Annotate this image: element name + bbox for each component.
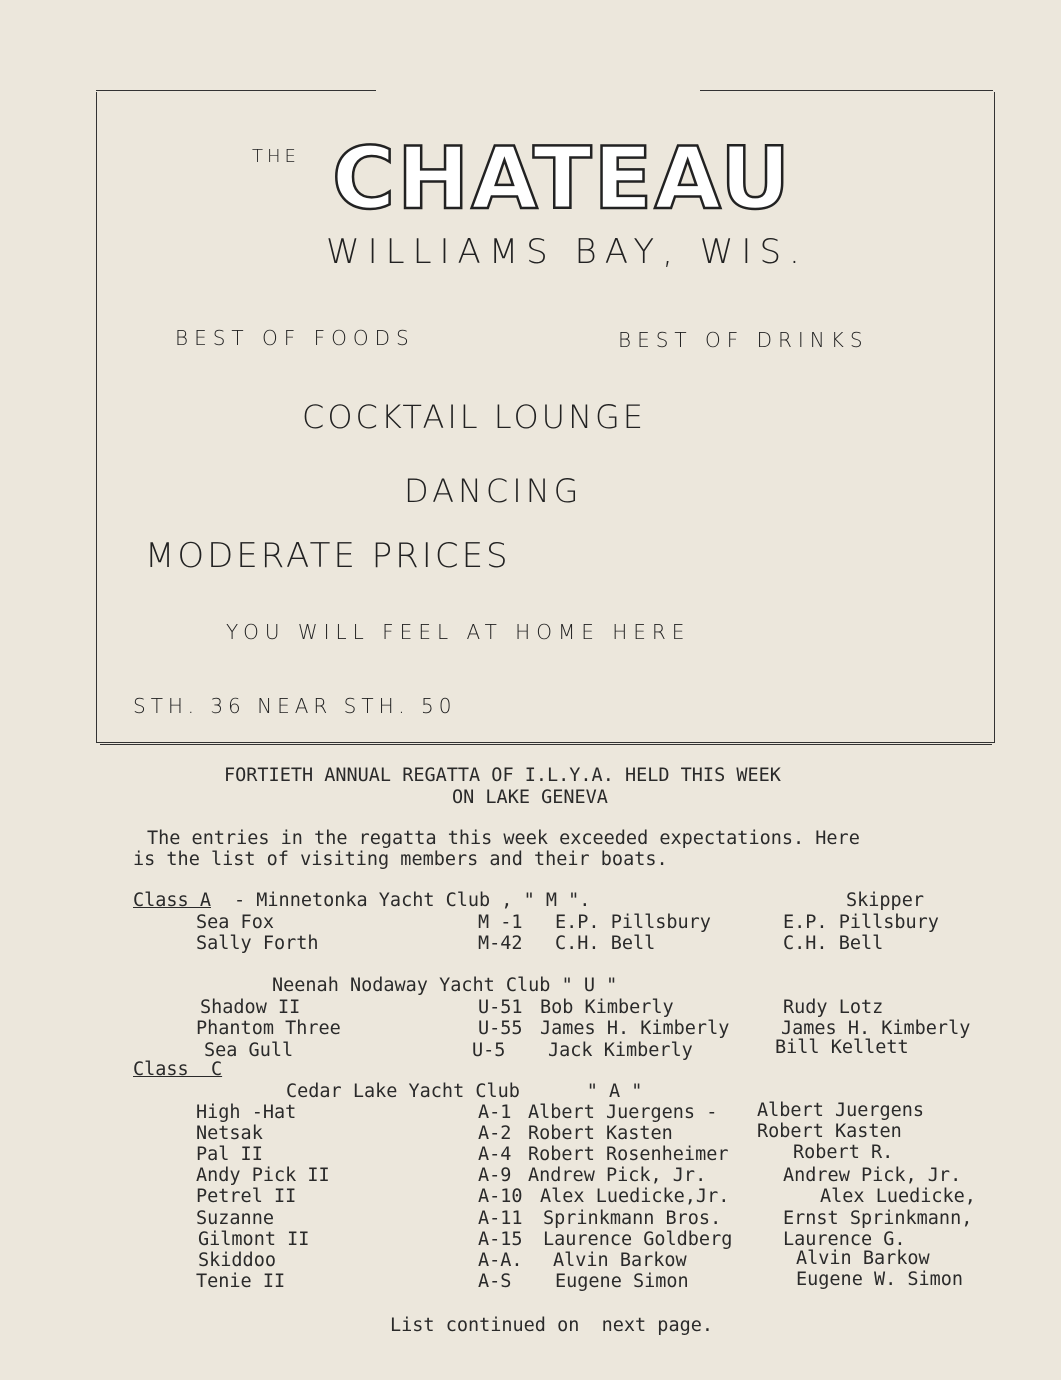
- ad-cocktail-lounge: COCKTAIL LOUNGE: [302, 398, 647, 436]
- table-row-boat: Sea Gull: [204, 1040, 294, 1061]
- skipper-header: Skipper: [846, 890, 924, 911]
- table-row-boat: Netsak: [196, 1123, 263, 1144]
- table-row-number: A-A.: [478, 1250, 523, 1271]
- table-row-owner: Alex Luedicke,Jr.: [540, 1186, 730, 1207]
- neenah-club: Neenah Nodaway Yacht Club " U ": [272, 975, 618, 996]
- table-row-skipper: Robert R.: [793, 1142, 894, 1163]
- ad-border-bottom: [100, 744, 992, 745]
- table-row-boat: Sally Forth: [196, 933, 319, 954]
- table-row-owner: Andrew Pick, Jr.: [528, 1165, 707, 1186]
- table-row-boat: Petrel II: [196, 1186, 297, 1207]
- ad-border-top-right: [700, 90, 993, 91]
- table-row-boat: Phantom Three: [196, 1018, 341, 1039]
- ad-road-location: STH. 36 NEAR STH. 50: [133, 694, 457, 718]
- table-row-skipper: Albert Juergens: [757, 1100, 925, 1121]
- table-row-number: A-11: [478, 1208, 523, 1229]
- ad-name: CHATEAU: [332, 129, 793, 229]
- table-row-skipper: Andrew Pick, Jr.: [783, 1165, 962, 1186]
- table-row-number: M -1: [478, 912, 523, 933]
- class-a-label: Class A: [133, 890, 211, 911]
- table-row-owner: Jack Kimberly: [548, 1040, 693, 1061]
- table-row-skipper: Robert Kasten: [757, 1121, 902, 1142]
- table-row-number: A-1: [478, 1102, 512, 1123]
- table-row-owner: Sprinkmann Bros.: [543, 1208, 722, 1229]
- table-row-number: U-5: [472, 1040, 506, 1061]
- ad-best-foods: BEST OF FOODS: [175, 326, 415, 350]
- intro-line-2: is the list of visiting members and their boats.: [133, 849, 668, 870]
- table-row-owner: Bob Kimberly: [540, 997, 674, 1018]
- class-c-label: Class C: [133, 1059, 223, 1080]
- table-row-owner: James H. Kimberly: [540, 1018, 730, 1039]
- table-row-skipper: Bill Kellett: [775, 1037, 909, 1058]
- table-row-skipper: James H. Kimberly: [781, 1018, 971, 1039]
- ad-border-top-left: [96, 90, 376, 91]
- continued-note: List continued on next page.: [390, 1315, 714, 1336]
- table-row-boat: Tenie II: [196, 1271, 286, 1292]
- table-row-number: A-4: [478, 1144, 512, 1165]
- cedar-club: Cedar Lake Yacht Club " A ": [286, 1081, 643, 1102]
- ad-moderate-prices: MODERATE PRICES: [145, 536, 511, 576]
- table-row-owner: E.P. Pillsbury: [555, 912, 711, 933]
- table-row-boat: Pal II: [196, 1144, 263, 1165]
- table-row-number: A-15: [478, 1229, 523, 1250]
- table-row-boat: Shadow II: [200, 997, 301, 1018]
- table-row-skipper: Laurence G.: [783, 1229, 906, 1250]
- table-row-boat: Andy Pick II: [196, 1165, 330, 1186]
- table-row-number: U-55: [478, 1018, 523, 1039]
- table-row-skipper: Rudy Lotz: [783, 997, 884, 1018]
- table-row-boat: High -Hat: [196, 1102, 297, 1123]
- table-row-owner: Robert Rosenheimer: [528, 1144, 729, 1165]
- table-row-boat: Sea Fox: [196, 912, 274, 933]
- table-row-boat: Suzanne: [196, 1208, 274, 1229]
- ad-best-drinks: BEST OF DRINKS: [618, 328, 869, 352]
- headline-line-1: FORTIETH ANNUAL REGATTA OF I.L.Y.A. HELD THIS WEEK: [224, 765, 781, 786]
- table-row-number: A-10: [478, 1186, 523, 1207]
- ad-location: WILLIAMS BAY, WIS.: [326, 232, 808, 272]
- table-row-skipper: Alex Luedicke,: [820, 1186, 976, 1207]
- table-row-number: M-42: [478, 933, 523, 954]
- table-row-number: A-S: [478, 1271, 512, 1292]
- table-row-skipper: E.P. Pillsbury: [783, 912, 939, 933]
- table-row-boat: Gilmont II: [198, 1229, 310, 1250]
- headline-line-2: ON LAKE GENEVA: [452, 787, 608, 808]
- table-row-owner: C.H. Bell: [555, 933, 656, 954]
- table-row-number: A-2: [478, 1123, 512, 1144]
- table-row-owner: Robert Kasten: [528, 1123, 673, 1144]
- table-row-number: A-9: [478, 1165, 512, 1186]
- ad-the: THE: [252, 146, 300, 167]
- ad-feel-at-home: YOU WILL FEEL AT HOME HERE: [226, 620, 691, 644]
- ad-dancing: DANCING: [404, 472, 583, 510]
- table-row-owner: Albert Juergens -: [528, 1102, 718, 1123]
- table-row-owner: Alvin Barkow: [553, 1250, 687, 1271]
- table-row-number: U-51: [478, 997, 523, 1018]
- intro-line-1: The entries in the regatta this week exceeded expectations. Here: [147, 828, 860, 849]
- table-row-owner: Laurence Goldberg: [543, 1229, 733, 1250]
- table-row-boat: Skiddoo: [198, 1250, 276, 1271]
- table-row-skipper: Eugene W. Simon: [796, 1269, 964, 1290]
- table-row-owner: Eugene Simon: [555, 1271, 689, 1292]
- table-row-skipper: Ernst Sprinkmann,: [783, 1208, 973, 1229]
- class-a-club: - Minnetonka Yacht Club , " M ".: [234, 890, 591, 911]
- table-row-skipper: C.H. Bell: [783, 933, 884, 954]
- table-row-skipper: Alvin Barkow: [796, 1248, 930, 1269]
